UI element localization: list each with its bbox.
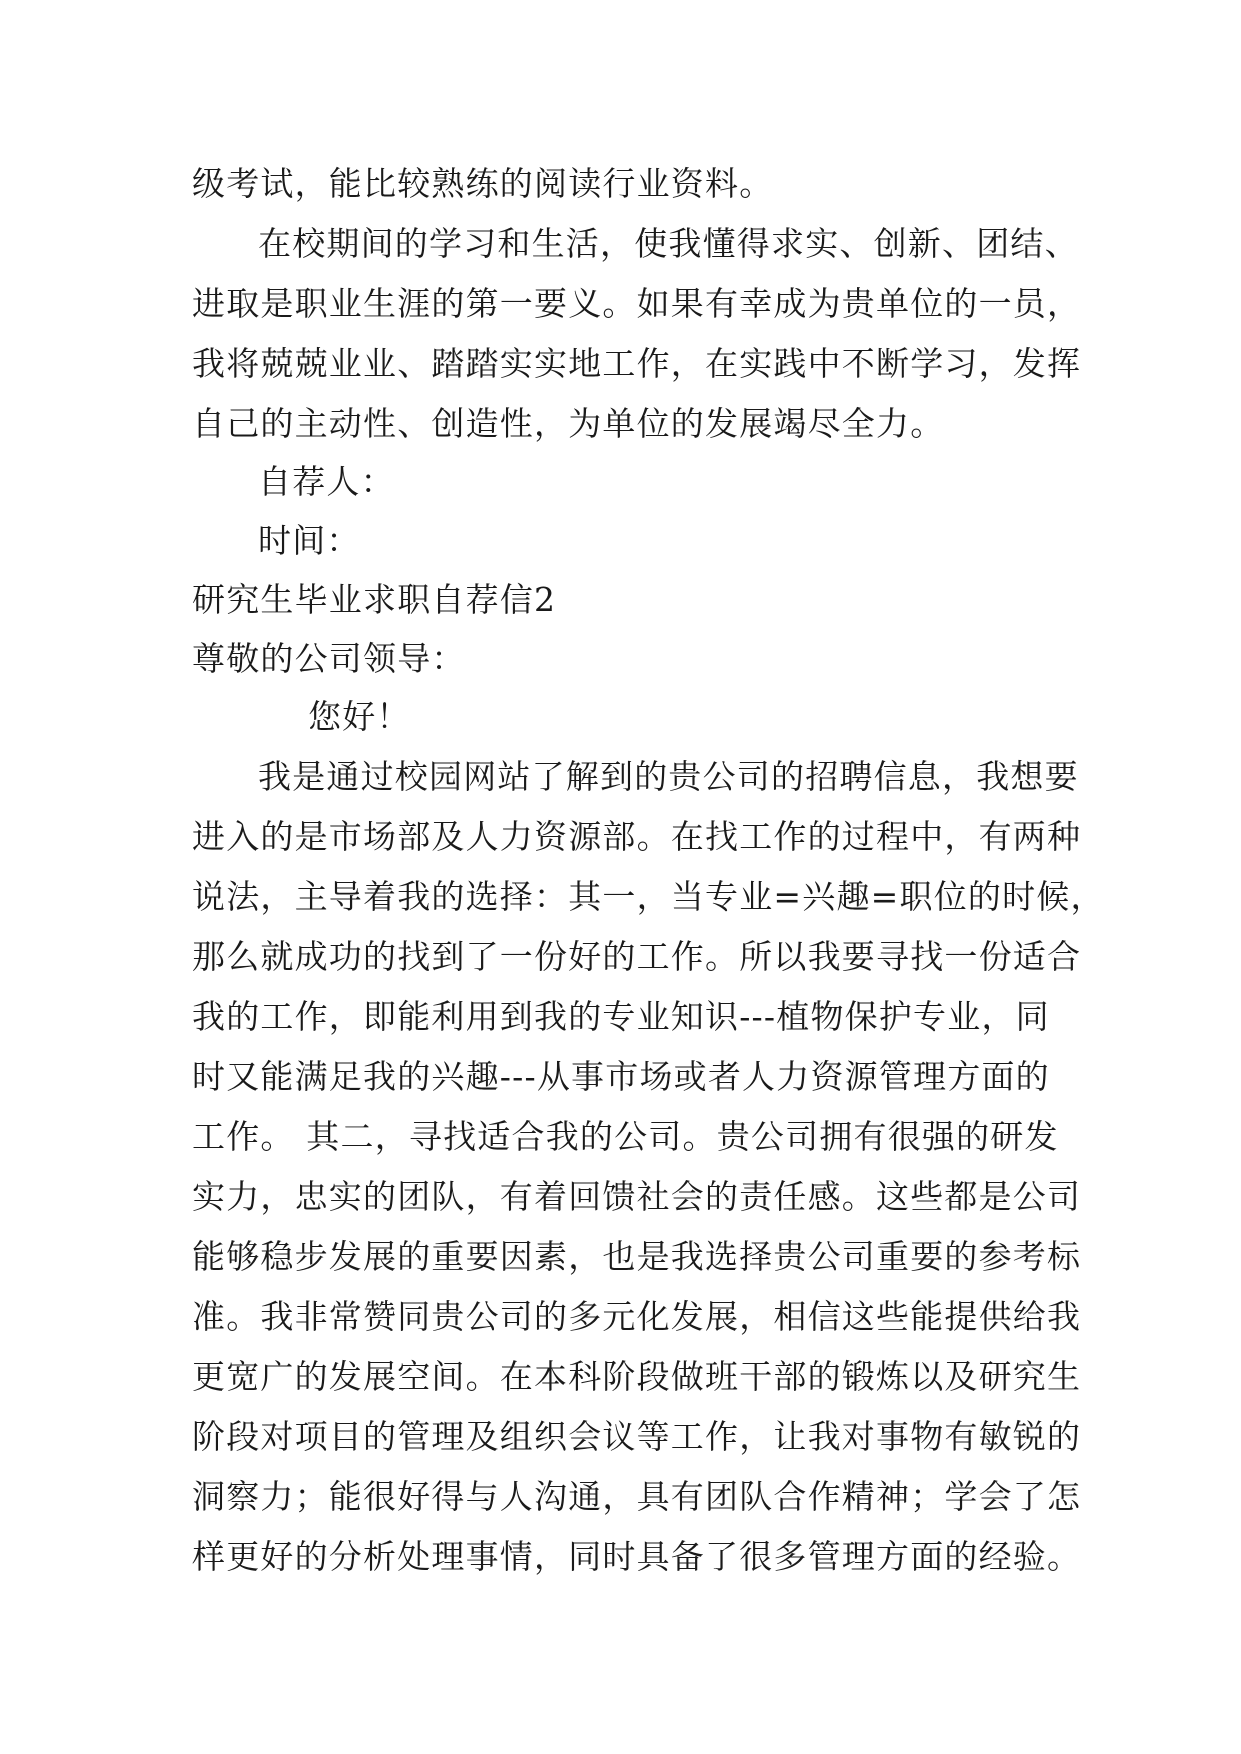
text-line-1: 级考试，能比较熟练的阅读行业资料。 (192, 164, 774, 203)
date-label: 时间： (258, 521, 361, 560)
text-line-17: 工作。 其二，寻找适合我的公司。贵公司拥有很强的研发 (192, 1117, 1059, 1156)
text-line-24: 样更好的分析处理事情，同时具备了很多管理方面的经验。 (192, 1537, 1082, 1576)
text-line-13: 说法，主导着我的选择：其一，当专业=兴趣=职位的时候， (192, 877, 1105, 916)
text-line-11: 我是通过校园网站了解到的贵公司的招聘信息，我想要 (258, 757, 1079, 796)
text-line-15: 我的工作，即能利用到我的专业知识---植物保护专业，同 (192, 997, 1050, 1036)
text-line-14: 那么就成功的找到了一份好的工作。所以我要寻找一份适合 (192, 937, 1082, 976)
text-line-16: 时又能满足我的兴趣---从事市场或者人力资源管理方面的 (192, 1057, 1050, 1096)
greeting: 您好！ (308, 697, 411, 736)
text-line-18: 实力，忠实的团队，有着回馈社会的责任感。这些都是公司 (192, 1177, 1082, 1216)
letter-title: 研究生毕业求职自荐信2 (192, 580, 557, 619)
text-line-12: 进入的是市场部及人力资源部。在找工作的过程中，有两种 (192, 817, 1082, 856)
text-line-20: 准。我非常赞同贵公司的多元化发展，相信这些能提供给我 (192, 1297, 1082, 1336)
text-line-22: 阶段对项目的管理及组织会议等工作，让我对事物有敏锐的 (192, 1417, 1082, 1456)
text-line-23: 洞察力；能很好得与人沟通，具有团队合作精神；学会了怎 (192, 1477, 1082, 1516)
text-line-3: 进取是职业生涯的第一要义。如果有幸成为贵单位的一员， (192, 284, 1082, 323)
text-line-5: 自己的主动性、创造性，为单位的发展竭尽全力。 (192, 404, 945, 443)
text-line-4: 我将兢兢业业、踏踏实实地工作，在实践中不断学习，发挥 (192, 344, 1082, 383)
salutation: 尊敬的公司领导： (192, 639, 466, 678)
signature-label: 自荐人： (258, 462, 395, 501)
text-line-19: 能够稳步发展的重要因素，也是我选择贵公司重要的参考标 (192, 1237, 1082, 1276)
text-line-21: 更宽广的发展空间。在本科阶段做班干部的锻炼以及研究生 (192, 1357, 1082, 1396)
text-line-2: 在校期间的学习和生活，使我懂得求实、创新、团结、 (258, 224, 1079, 263)
